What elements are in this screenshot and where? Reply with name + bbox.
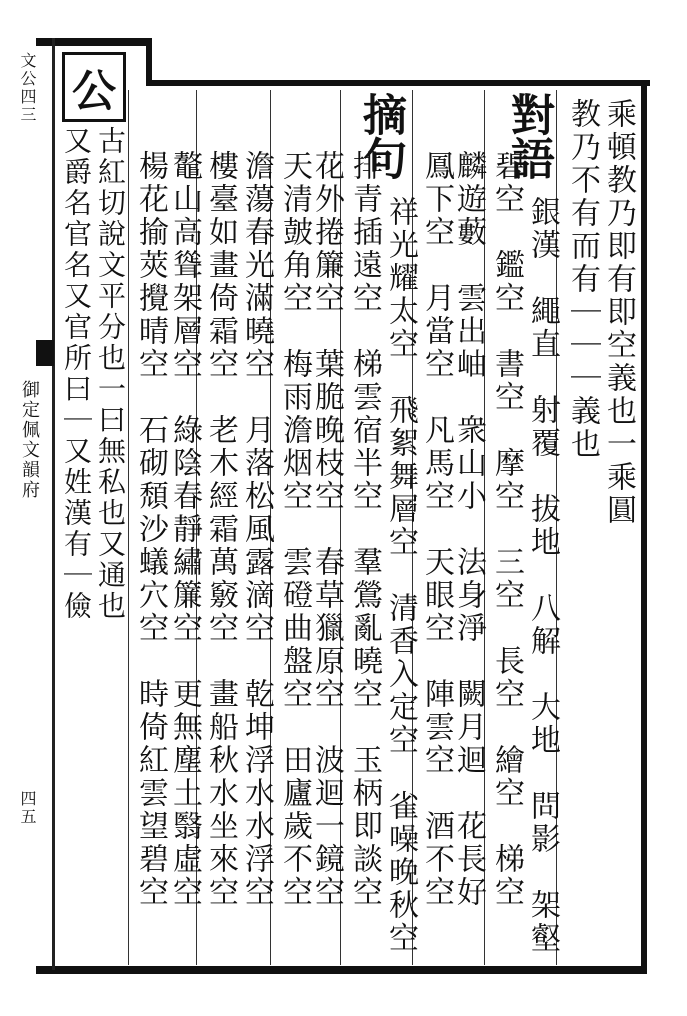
frame-step-rule [146, 38, 152, 86]
text-column-11: 澹蕩春光滿曉空 月落松風露滴空 乾坤浮水水浮空 [239, 150, 274, 909]
text-column-5: 麟遊藪 雲出岫 衆山小 法身淨 闕月迴 花長好 [451, 150, 486, 909]
margin-fragment: 文公四三 [18, 52, 37, 124]
frame-top-rule [150, 80, 650, 86]
rhyme-character-box: 公 [62, 52, 126, 122]
frame-left-rule [52, 38, 55, 970]
heading-zhai-ju: 摘句 [355, 92, 406, 180]
text-column-3: 銀漢 繩直 射覆 拔地 八解 大地 問影 架壑 [525, 196, 560, 955]
text-column-10: 天清皷角空 梅雨澹烟空 雲磴曲盤空 田廬歲不空 [277, 150, 312, 909]
text-column-16: 又爵名官名又官所曰｜又姓漢有｜儉 [60, 126, 93, 622]
text-column-1: 乘頓教乃即有即空義也一乘圓 [601, 98, 636, 527]
page-number: 四五 [18, 790, 37, 826]
text-column-6: 鳳下空 月當空 凡馬空 天眼空 陣雲空 酒不空 [419, 150, 454, 909]
text-column-15: 古紅切說文平分也一曰無私也又通也 [94, 126, 127, 622]
text-column-7: 祥光耀太空 飛絮舞層空 清香入定空 雀噪晚秋空 [383, 196, 418, 955]
text-column-8: 排青插遠空 梯雲宿半空 羣鶯亂曉空 玉柄即談空 [347, 150, 382, 909]
text-column-9: 花外捲簾空 葉脆晚枝空 春草獵原空 波迴一鏡空 [309, 150, 344, 909]
heading-dui-yu: 對語 [503, 92, 554, 180]
column-rule [128, 90, 129, 965]
margin-book-title: 御定佩文韻府 [19, 380, 40, 500]
frame-bottom-rule [36, 966, 647, 974]
text-column-4: 碧空 鑑空 書空 摩空 三空 長空 繪空 梯空 [489, 150, 524, 909]
fishtail-mark [36, 340, 54, 366]
text-column-13: 鼇山高聳架層空 綠陰春靜繡簾空 更無塵土翳虛空 [167, 150, 202, 909]
text-column-12: 樓臺如畫倚霜空 老木經霜萬竅空 畫船秋水坐來空 [203, 150, 238, 909]
frame-right-rule [641, 80, 647, 970]
text-column-2: 教乃不有而有｜｜｜義也 [565, 98, 600, 461]
text-column-14: 楊花揄莢攪晴空 石砌頹沙蟻穴空 時倚紅雲望碧空 [133, 150, 168, 909]
